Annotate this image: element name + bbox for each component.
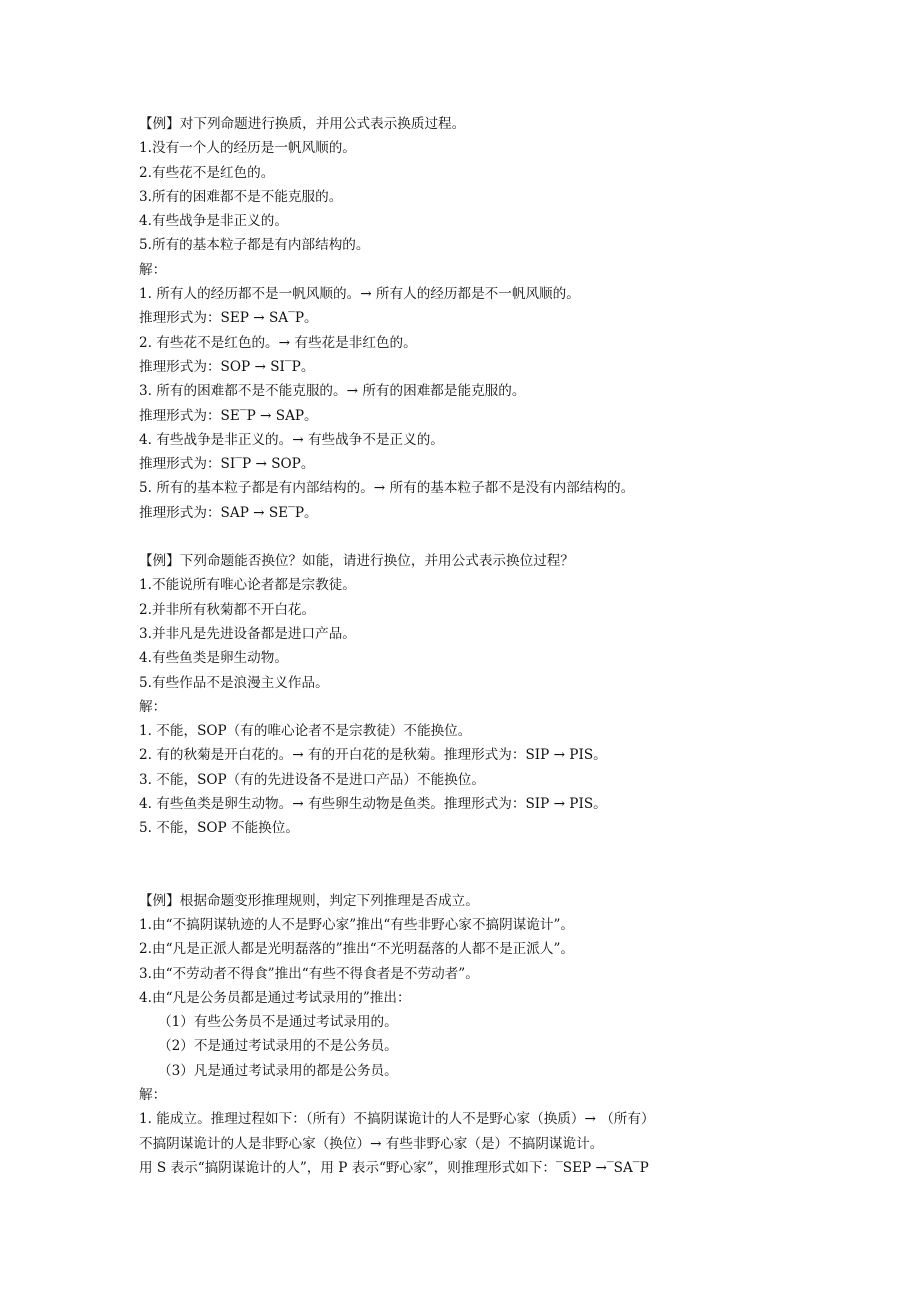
answer-5: 5. 所有的基本粒子都是有内部结构的。→ 所有的基本粒子都不是没有内部结构的。 (139, 480, 635, 497)
inference-form-5: 推理形式为：SAP → SE‾P。 (139, 504, 318, 521)
paragraph-gap (139, 525, 799, 549)
proposition-3: 3.并非凡是先进设备都是进口产品。 (139, 625, 356, 642)
proposition-3: 3.所有的困难都不是不能克服的。 (139, 188, 343, 205)
answer-3: 3. 不能，SOP（有的先进设备不是进口产品）不能换位。 (139, 771, 485, 788)
proposition-4: 4.有些鱼类是卵生动物。 (139, 650, 288, 667)
answer-1-continued: 不搞阴谋诡计的人是非野心家（换位）→ 有些非野心家（是）不搞阴谋诡计。 (139, 1135, 604, 1152)
solution-label: 解： (139, 1086, 167, 1103)
answer-4: 4. 有些鱼类是卵生动物。→ 有些卵生动物是鱼类。推理形式为：SIP → PIS。 (139, 796, 607, 813)
sub-item-1: （1）有些公务员不是通过考试录用的。 (158, 1014, 398, 1031)
proposition-2: 2.并非所有秋菊都不开白花。 (139, 601, 316, 618)
answer-5: 5. 不能，SOP 不能换位。 (139, 820, 299, 837)
answer-2: 2. 有些花不是红色的。→ 有些花是非红色的。 (139, 334, 417, 351)
sub-item-2: （2）不是通过考试录用的不是公务员。 (158, 1038, 398, 1055)
answer-1: 1. 不能，SOP（有的唯心论者不是宗教徒）不能换位。 (139, 723, 472, 740)
section-obversion (139, 112, 799, 525)
proposition-4: 4.由“凡是公务员都是通过考试录用的”推出： (139, 989, 411, 1006)
proposition-5: 5.有些作品不是浪漫主义作品。 (139, 674, 329, 691)
inference-form-2: 推理形式为：SOP → SI‾P。 (139, 358, 315, 375)
proposition-1: 1.由“不搞阴谋轨迹的人不是野心家”推出“有些非野心家不搞阴谋诡计”。 (139, 916, 574, 933)
paragraph-gap (139, 841, 799, 889)
proposition-2: 2.由“凡是正派人都是光明磊落的”推出“不光明磊落的人都不是正派人”。 (139, 941, 574, 958)
sub-item-3: （3）凡是通过考试录用的都是公务员。 (158, 1062, 398, 1079)
solution-label: 解： (139, 698, 167, 715)
section-conversion (139, 549, 799, 841)
proposition-2: 2.有些花不是红色的。 (139, 164, 275, 181)
answer-1: 1. 所有人的经历都不是一帆风顺的。→ 所有人的经历都是不一帆风顺的。 (139, 286, 580, 303)
answer-3: 3. 所有的困难都不是不能克服的。→ 所有的困难都是能克服的。 (139, 383, 526, 400)
proposition-3: 3.由“不劳动者不得食”推出“有些不得食者是不劳动者”。 (139, 965, 479, 982)
example-heading: 【例】对下列命题进行换质，并用公式表示换质过程。 (139, 116, 466, 132)
inference-form-3: 推理形式为：SE‾P → SAP。 (139, 407, 318, 424)
solution-label: 解： (139, 261, 167, 278)
answer-4: 4. 有些战争是非正义的。→ 有些战争不是正义的。 (139, 431, 444, 448)
proposition-1: 1.没有一个人的经历是一帆风顺的。 (139, 140, 356, 157)
answer-1: 1. 能成立。推理过程如下：（所有）不搞阴谋诡计的人不是野心家（换质）→ （所有） (139, 1111, 655, 1128)
proposition-1: 1.不能说所有唯心论者都是宗教徒。 (139, 577, 356, 594)
inference-form-1: 用 S 表示“搞阴谋诡计的人”，用 P 表示“野心家”，则推理形式如下：‾SEP →‾SA‾P (139, 1159, 649, 1176)
answer-2: 2. 有的秋菊是开白花的。→ 有的开白花的是秋菊。推理形式为：SIP → PIS。 (139, 747, 607, 764)
document-page (139, 112, 799, 1180)
proposition-4: 4.有些战争是非正义的。 (139, 213, 288, 230)
inference-form-4: 推理形式为：SI‾P → SOP。 (139, 456, 315, 473)
example-heading: 【例】根据命题变形推理规则，判定下列推理是否成立。 (139, 892, 479, 909)
example-heading: 【例】下列命题能否换位？如能，请进行换位，并用公式表示换位过程？ (139, 553, 574, 570)
inference-form-1: 推理形式为：SEP → SA‾P。 (139, 310, 318, 327)
proposition-5: 5.所有的基本粒子都是有内部结构的。 (139, 237, 370, 254)
section-transformation-rules (139, 889, 799, 1181)
